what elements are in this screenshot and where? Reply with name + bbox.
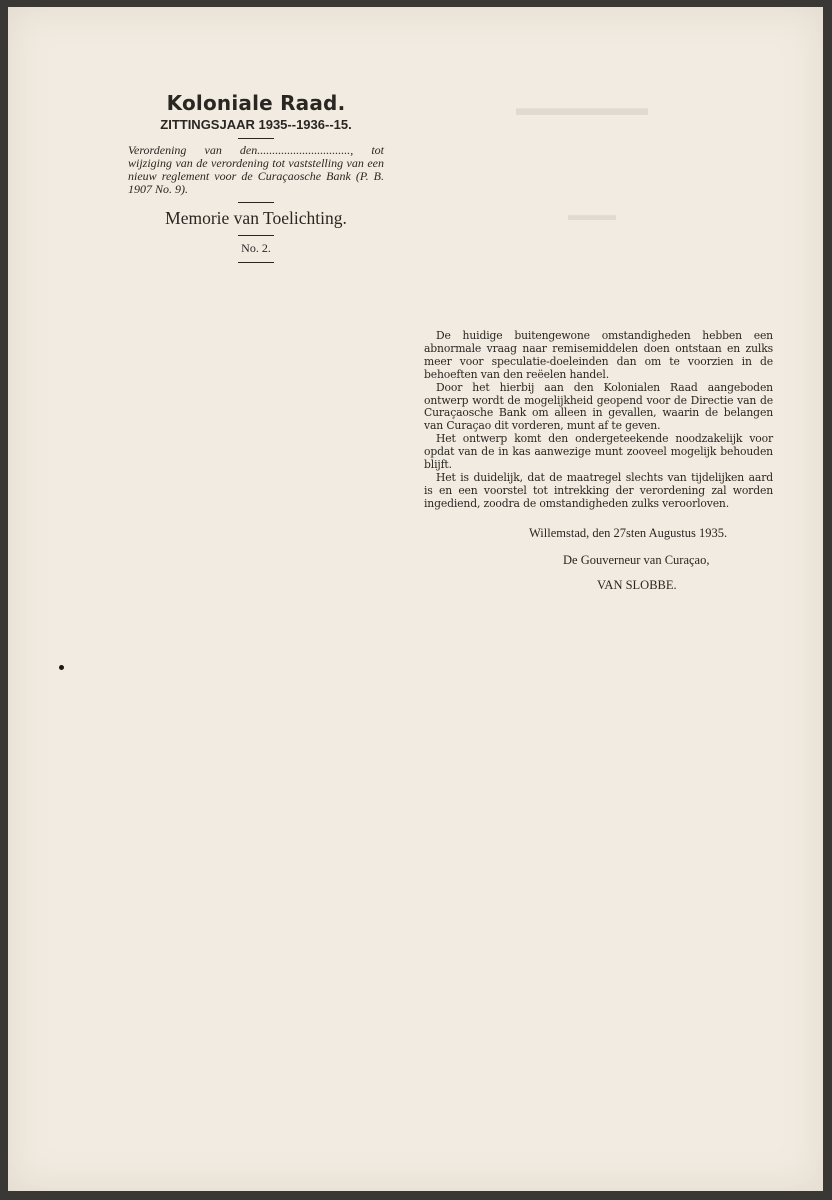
divider — [238, 202, 274, 203]
signature-place-date: Willemstad, den 27sten Augustus 1935. — [529, 526, 728, 540]
signature-role: De Gouverneur van Curaçao, — [563, 553, 710, 567]
explanatory-text — [424, 330, 773, 511]
bleed-through-heading-2: ▬▬▬ — [568, 207, 616, 224]
divider — [238, 262, 274, 263]
document-number: No. 2. — [241, 241, 271, 255]
paragraph: De huidige buitengewone omstandigheden hebben een abnormale vraag naar remisemiddelen doen ontstaan en zulks meer voor speculatie-doeleinden dan om te voorzien in de behoeften van den reëelen handel. — [424, 329, 773, 381]
paragraph: Het ontwerp komt den ondergeteekende noodzakelijk voor opdat van de in kas aanwezige munt zooveel mogelijk behouden blijft. — [424, 432, 773, 472]
document-header — [128, 91, 384, 268]
signature-name: VAN SLOBBE. — [597, 578, 677, 592]
document-type: Memorie van Toelichting. — [165, 208, 347, 228]
divider — [238, 138, 274, 139]
punch-mark — [59, 665, 64, 670]
council-title: Koloniale Raad. — [166, 91, 346, 115]
paragraph: Het is duidelijk, dat de maatregel slechts van tijdelijken aard is en een voorstel tot intrekking der verordening zal worden ingediend, zoodra de omstandigheden zulks veroorloven. — [424, 470, 773, 510]
session-year: ZITTINGSJAAR 1935--1936--15. — [160, 117, 352, 132]
divider — [238, 235, 274, 236]
ordinance-subject: Verordening van den..............................., tot wijziging van de verordening tot vaststelling van een nieuw reglement voor de Curaçaosche Bank (P. B. 1907 No. 9). — [128, 143, 384, 196]
bleed-through-heading: ▬▬▬▬▬▬ — [516, 95, 648, 120]
paragraph: Door het hierbij aan den Kolonialen Raad aangeboden ontwerp wordt de mogelijkheid geopend voor de Directie van de Curaçaosche Bank om alleen in gevallen, waarin de belangen van Curaçao dit vorderen, munt af te geven. — [424, 380, 773, 433]
document-page — [8, 7, 823, 1191]
